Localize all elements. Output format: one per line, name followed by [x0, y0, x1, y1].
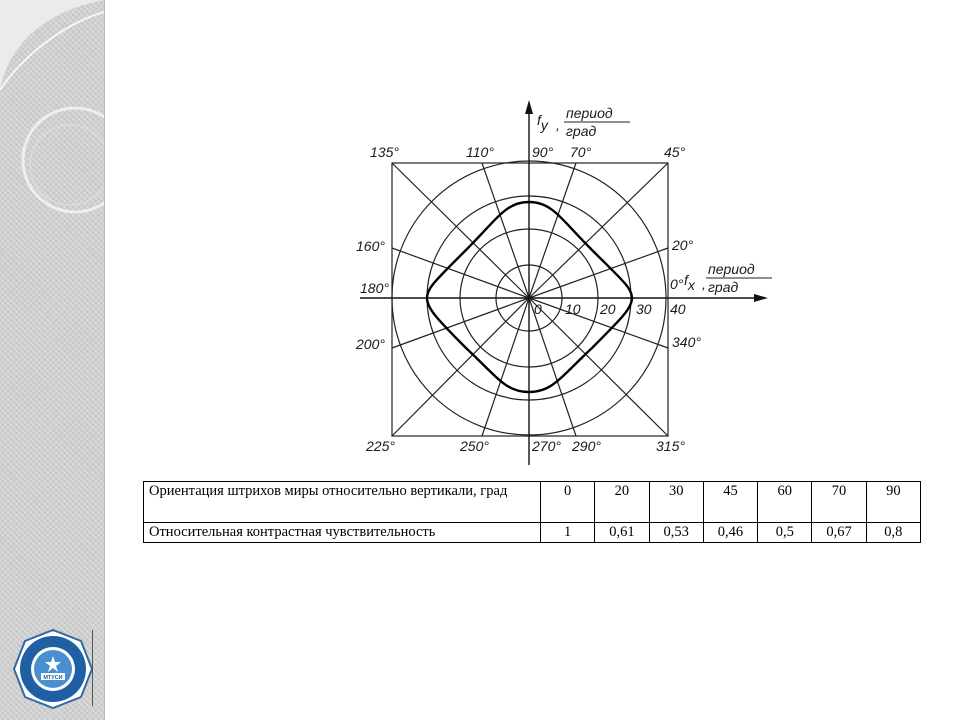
row-header-orientation: Ориентация штрихов миры относительно вертикали, град	[144, 482, 541, 523]
angle-label: 0°	[670, 276, 684, 292]
table-cell: 0	[541, 482, 595, 523]
table-cell: 0,46	[703, 523, 757, 543]
ray-70	[529, 163, 576, 298]
table-row-orientation	[144, 482, 921, 523]
table-cell: 60	[758, 482, 812, 523]
y-axis-unit-num: период	[566, 105, 613, 121]
radial-tick: 30	[636, 301, 652, 317]
table-cell: 0,53	[649, 523, 703, 543]
contrast-sensitivity-table	[143, 481, 921, 543]
table-cell: 0,5	[758, 523, 812, 543]
table-cell: 0,67	[812, 523, 866, 543]
angle-label: 315°	[656, 438, 685, 454]
angle-label: 200°	[356, 336, 385, 352]
table-cell: 45	[703, 482, 757, 523]
radial-tick: 40	[670, 301, 686, 317]
table-cell: 0,8	[866, 523, 920, 543]
angle-label: 290°	[572, 438, 601, 454]
table-cell: 90	[866, 482, 920, 523]
angle-label: 135°	[370, 144, 399, 160]
radial-tick: 10	[565, 301, 581, 317]
y-axis-unit-den: град	[566, 123, 597, 139]
y-axis-arrow	[525, 100, 533, 114]
table-cell: 1	[541, 523, 595, 543]
y-axis-symbol: fy	[537, 112, 548, 133]
angle-label: 270°	[532, 438, 561, 454]
radial-tick: 20	[600, 301, 616, 317]
ray-225	[392, 298, 529, 436]
logo-text: МТУСИ	[43, 675, 63, 681]
angle-label: 110°	[466, 144, 494, 160]
angle-label: 90°	[532, 144, 554, 160]
x-axis-arrow	[754, 294, 768, 302]
angle-label: 70°	[570, 144, 592, 160]
y-axis-comma: ,	[556, 117, 560, 133]
angle-label: 45°	[664, 144, 686, 160]
angle-label: 250°	[460, 438, 489, 454]
logo-divider	[92, 630, 93, 706]
angle-label: 340°	[672, 334, 701, 350]
angle-label: 225°	[366, 438, 395, 454]
row-header-sensitivity: Относительная контрастная чувствительность	[144, 523, 541, 543]
angle-label: 160°	[356, 238, 385, 254]
radial-tick: 0	[534, 301, 542, 317]
ray-45	[529, 163, 668, 298]
table-cell: 0,61	[595, 523, 649, 543]
ray-110	[482, 163, 529, 298]
ray-135	[392, 163, 529, 298]
table-row-sensitivity	[144, 523, 921, 543]
table-cell: 30	[649, 482, 703, 523]
table-cell: 20	[595, 482, 649, 523]
university-logo	[12, 628, 94, 710]
x-axis-symbol: fx	[684, 272, 695, 293]
angle-label: 180°	[360, 280, 389, 296]
radial-tick-labels	[534, 301, 686, 317]
table-cell: 70	[812, 482, 866, 523]
x-axis-unit-num: период	[708, 261, 755, 277]
x-axis-comma: ,	[702, 276, 706, 292]
x-axis-unit-den: град	[708, 279, 739, 295]
angle-label: 20°	[672, 237, 694, 253]
